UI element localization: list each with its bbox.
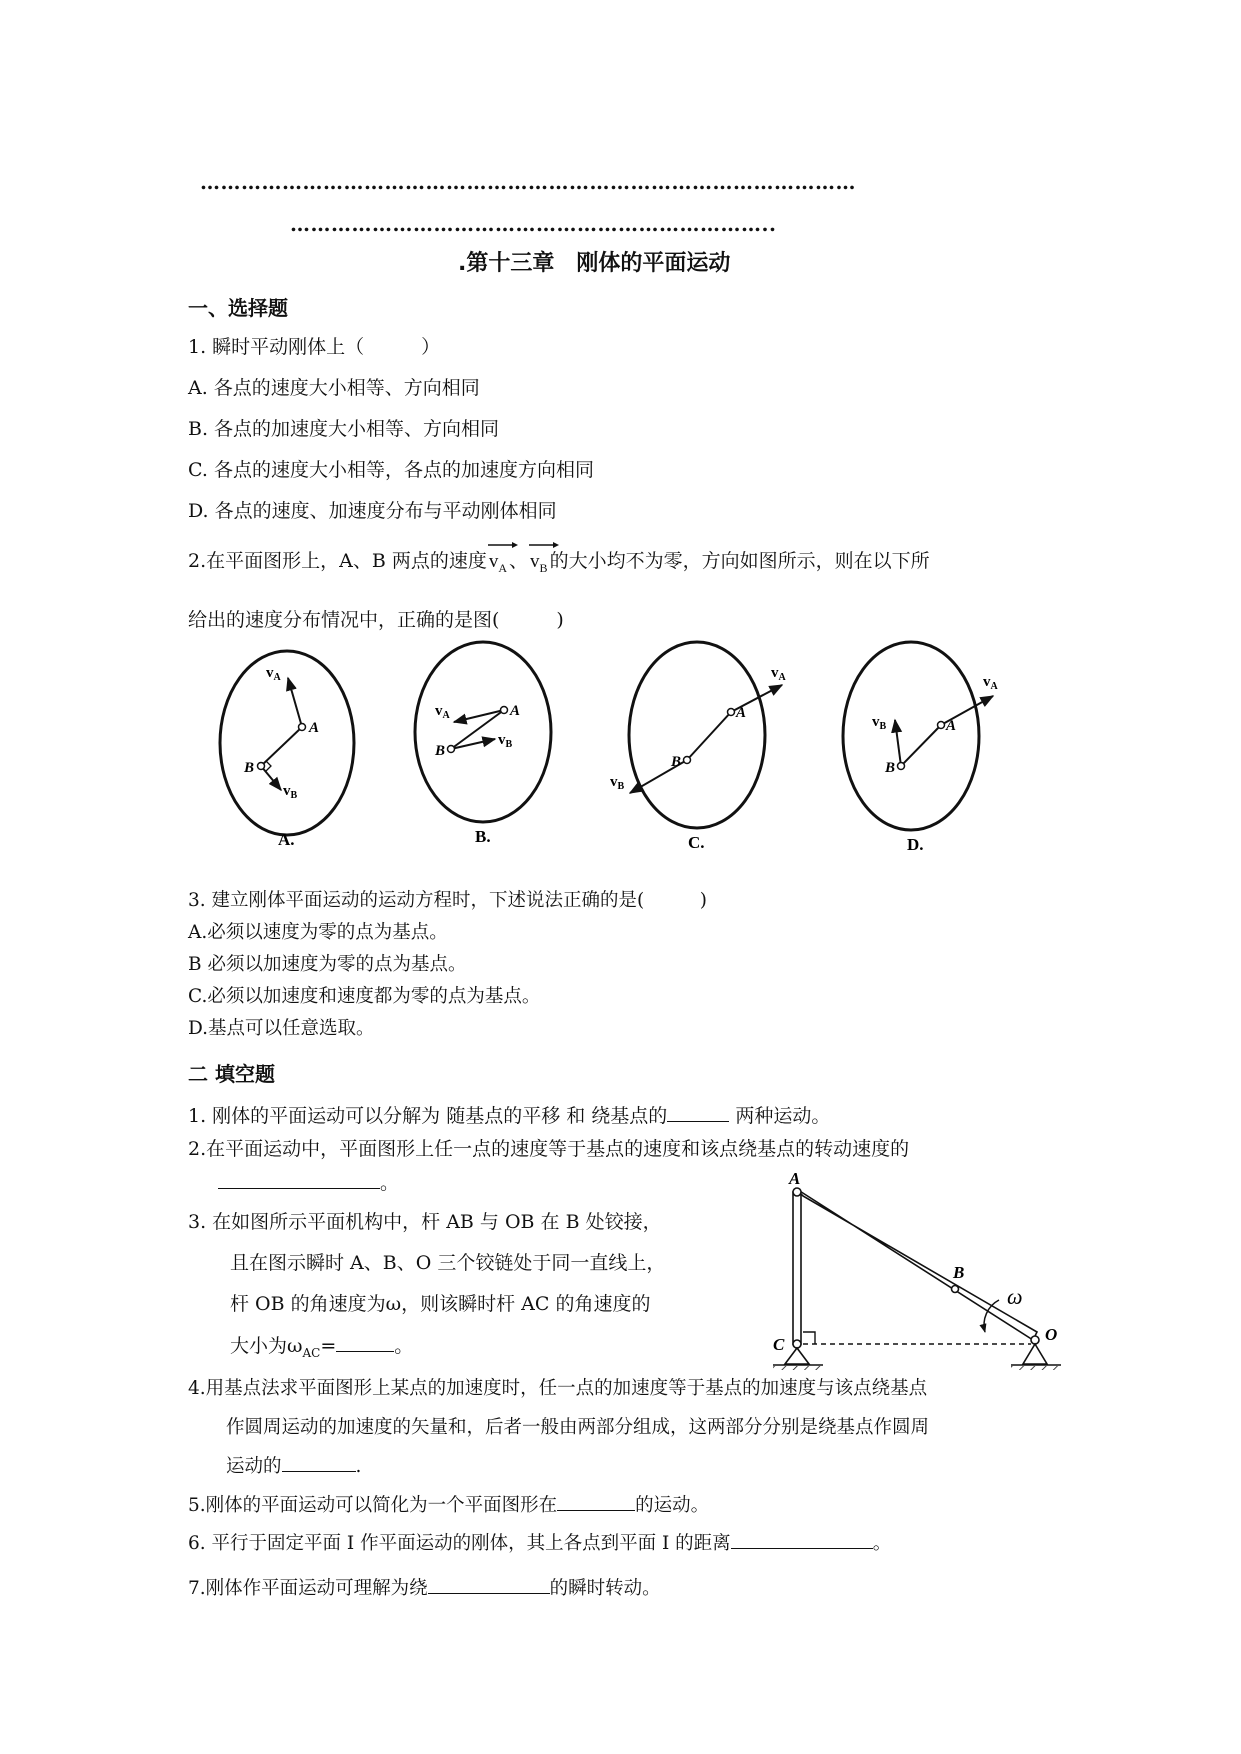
- fill-1: 1. 刚体的平面运动可以分解为 随基点的平移 和 绕基点的 两种运动。: [188, 1105, 831, 1127]
- body-ellipse: [629, 642, 765, 828]
- label-vb: $v_B$: [872, 714, 887, 732]
- q3-option-b: B 必须以加速度为零的点为基点。: [188, 954, 467, 975]
- q2-figures: [200, 640, 1080, 865]
- point-b: [898, 763, 905, 770]
- blank-5[interactable]: [557, 1492, 635, 1511]
- q1-option-a: A. 各点的速度大小相等、方向相同: [188, 377, 480, 399]
- support-c: [785, 1348, 809, 1364]
- dotted-rule-2: ……………………………………………………………..: [290, 212, 777, 236]
- velocity-b-arrow: [261, 766, 281, 790]
- label-va: $v_A$: [266, 665, 281, 683]
- q3-option-a: A.必须以速度为零的点为基点。: [188, 922, 448, 943]
- label-va: $v_A$: [983, 674, 998, 692]
- q2-stem-line2: 给出的速度分布情况中，正确的是图( ): [188, 609, 564, 631]
- blank-2[interactable]: [218, 1170, 380, 1189]
- figure-a: [220, 651, 354, 849]
- support-o: [1023, 1344, 1047, 1364]
- q3-option-c: C.必须以加速度和速度都为零的点为基点。: [188, 986, 541, 1007]
- fill-6: 6. 平行于固定平面 I 作平面运动的刚体，其上各点到平面 I 的距离 。: [188, 1529, 891, 1555]
- segment-ab: [261, 727, 302, 766]
- fill-3-line3: 杆 OB 的角速度为ω，则该瞬时杆 AC 的角速度的: [230, 1293, 651, 1315]
- point-a: [501, 707, 508, 714]
- velocity-b-arrow: [895, 720, 901, 766]
- right-angle-mark: [803, 1332, 815, 1344]
- label-b: B: [435, 743, 446, 759]
- point-a: [938, 722, 945, 729]
- fill-2-line1: 2.在平面运动中，平面图形上任一点的速度等于基点的速度和该点绕基点的转动速度的: [188, 1138, 910, 1160]
- label-a: A: [789, 1170, 801, 1188]
- body-ellipse: [220, 651, 354, 835]
- mechanism-figure: [755, 1170, 1085, 1370]
- blank-7[interactable]: [428, 1575, 550, 1594]
- label-va: $v_A$: [435, 703, 450, 721]
- blank-4[interactable]: [282, 1453, 356, 1472]
- hinge-b: [952, 1286, 959, 1293]
- caption-a: A.: [278, 830, 295, 849]
- rod-ac: [793, 1192, 801, 1344]
- q1-option-b: B. 各点的加速度大小相等、方向相同: [188, 418, 500, 440]
- point-b: [258, 763, 265, 770]
- label-va: $v_A$: [771, 665, 786, 683]
- label-b: B: [244, 760, 255, 776]
- q1-option-d: D. 各点的速度、加速度分布与平动刚体相同: [188, 500, 557, 522]
- page-title: .第十三章 刚体的平面运动: [458, 251, 731, 276]
- label-b: B: [885, 760, 896, 776]
- fill-4-line3: 运动的 .: [226, 1452, 361, 1478]
- figure-c: [610, 642, 787, 852]
- rod-ab-ob: [795, 1188, 1037, 1340]
- blank-3[interactable]: [336, 1333, 394, 1352]
- dotted-rule-1: ……………………………………………………………………………………: [200, 170, 856, 194]
- point-b: [448, 746, 455, 753]
- vector-vb: $v_B$: [528, 551, 550, 576]
- fill-3-line2: 且在图示瞬时 A、B、O 三个铰链处于同一直线上，: [230, 1252, 666, 1274]
- label-a: A: [736, 705, 747, 721]
- vector-va: $v_A$: [487, 551, 509, 576]
- fill-2-line2: 。: [218, 1168, 399, 1195]
- point-a: [299, 724, 306, 731]
- q2-stem-part1: 2.在平面图形上，A、B 两点的速度: [188, 550, 487, 572]
- label-vb: $v_B$: [610, 774, 625, 792]
- figure-d: [843, 642, 999, 854]
- label-a: A: [309, 720, 320, 736]
- velocity-a-arrow: [288, 678, 302, 727]
- fill-7: 7.刚体作平面运动可理解为绕 的瞬时转动。: [188, 1574, 661, 1600]
- q1-option-c: C. 各点的速度大小相等，各点的加速度方向相同: [188, 459, 594, 481]
- section-heading-choice: 一、选择题: [188, 296, 288, 320]
- caption-c: C.: [688, 833, 705, 852]
- blank-6[interactable]: [731, 1530, 873, 1549]
- section-heading-fill: 二 填空题: [188, 1062, 275, 1086]
- point-a: [728, 709, 735, 716]
- q3-stem: 3. 建立刚体平面运动的运动方程时，下述说法正确的是( ): [188, 890, 707, 911]
- right-angle-mark: [266, 761, 271, 771]
- label-vb: $v_B$: [498, 732, 513, 750]
- body-ellipse: [415, 642, 551, 822]
- fill-4-line2: 作圆周运动的加速度的矢量和，后者一般由两部分组成，这两部分分别是绕基点作圆周: [226, 1417, 930, 1438]
- q3-option-d: D.基点可以任意选取。: [188, 1018, 375, 1039]
- vector-arrow-icon: [488, 541, 518, 549]
- caption-d: D.: [907, 835, 924, 854]
- label-o: O: [1045, 1325, 1058, 1344]
- caption-b: B.: [475, 827, 491, 846]
- hinge-a: [793, 1188, 801, 1196]
- label-a: A: [510, 703, 521, 719]
- q2-sep: 、: [509, 550, 529, 572]
- fill-5: 5.刚体的平面运动可以简化为一个平面图形在 的运动。: [188, 1491, 709, 1517]
- label-vb: $v_B$: [283, 783, 298, 801]
- label-c: C: [773, 1335, 785, 1354]
- q2-stem-line1: [188, 546, 930, 576]
- fill-3-line4: 大小为$\omega_{AC}=$ 。: [230, 1335, 414, 1360]
- point-b: [684, 757, 691, 764]
- blank-1[interactable]: [667, 1103, 729, 1122]
- q2-stem-part2: 的大小均不为零，方向如图所示，则在以下所: [549, 550, 930, 572]
- segment-ab: [901, 725, 941, 766]
- vector-arrow-icon: [529, 541, 559, 549]
- fill-3-line1: 3. 在如图所示平面机构中，杆 AB 与 OB 在 B 处铰接，: [188, 1211, 662, 1233]
- fill-4-line1: 4.用基点法求平面图形上某点的加速度时，任一点的加速度等于基点的加速度与该点绕基点: [188, 1378, 928, 1399]
- label-omega: ω: [1007, 1284, 1023, 1309]
- body-ellipse: [843, 642, 979, 830]
- q1-stem: 1. 瞬时平动刚体上（ ）: [188, 336, 441, 358]
- label-a: A: [946, 718, 957, 734]
- label-b: B: [953, 1263, 965, 1282]
- label-b: B: [671, 754, 682, 770]
- figure-b: [415, 642, 551, 846]
- segment-ab: [687, 712, 731, 760]
